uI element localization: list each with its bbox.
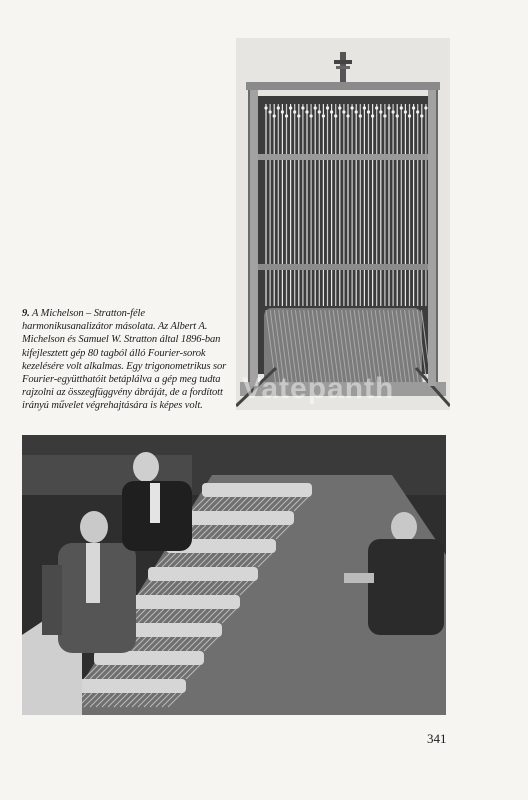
figure-caption (22, 307, 234, 413)
machine-operators-illustration (22, 435, 446, 715)
harmonic-analyzer-photo (236, 38, 450, 410)
harmonic-analyzer-illustration (236, 38, 450, 410)
page-number: 341 (427, 731, 447, 746)
caption-text: A Michelson – Stratton-féle harmonikusanalizátor másolata. Az Albert A. Michelson és Samuel W. Stratton által 1896-ban kifejlesztett gép 80 tagból álló Fourier-sorok kezelésére volt alkalmas. Egy trigonometrikus sor Fourier-együtthatóit betáplálva a gép meg tudta rajzolni az összegfüggvény ábráját, de a fordított irányú művelet végrehajtására is képes volt. (22, 308, 227, 412)
machine-operators-photo (22, 435, 446, 715)
figure-number: 9. (22, 308, 30, 319)
watermark: Vatepanth (242, 372, 395, 405)
